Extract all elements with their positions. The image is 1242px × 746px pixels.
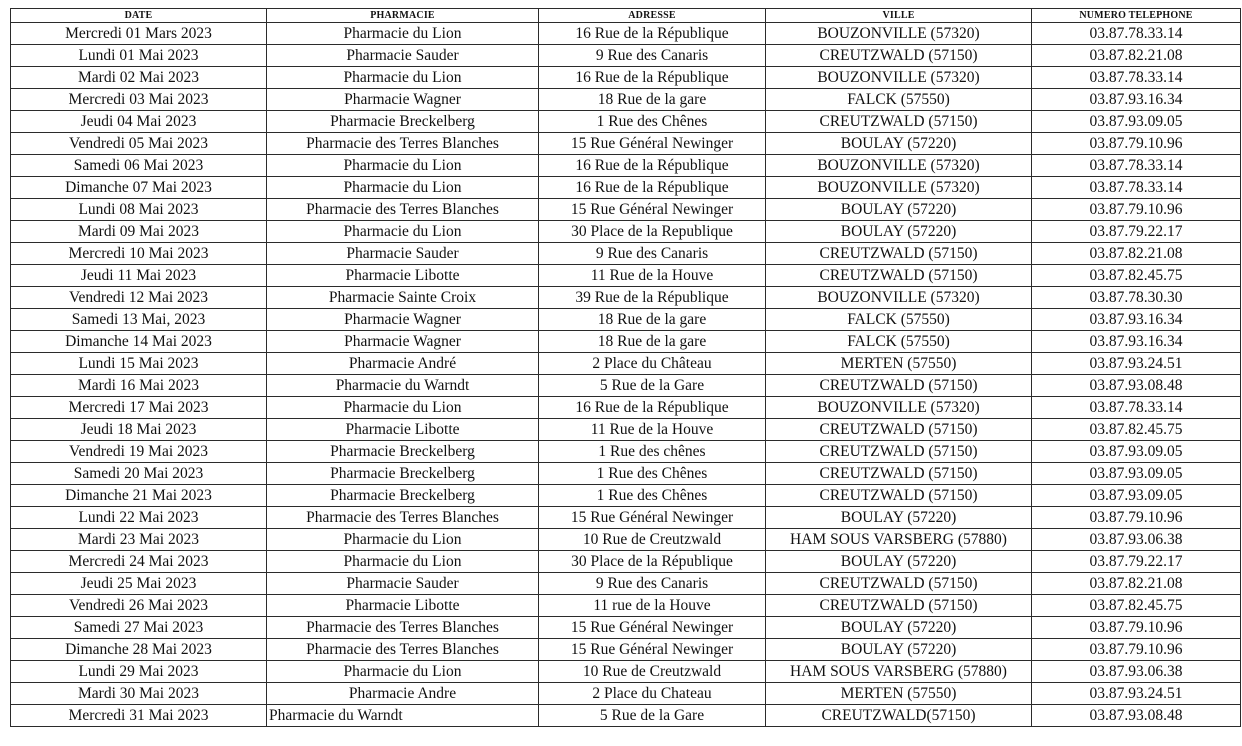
pharmacie-cell: Pharmacie des Terres Blanches [267,639,539,661]
adresse-cell: 9 Rue des Canaris [539,243,766,265]
telephone-cell: 03.87.93.09.05 [1032,463,1241,485]
adresse-cell: 2 Place du Château [539,353,766,375]
ville-cell: BOULAY (57220) [766,639,1032,661]
telephone-cell: 03.87.93.06.38 [1032,529,1241,551]
telephone-cell: 03.87.78.33.14 [1032,23,1241,45]
telephone-cell: 03.87.93.16.34 [1032,89,1241,111]
pharmacie-cell: Pharmacie Libotte [267,595,539,617]
table-row [11,661,1241,683]
date-cell: Mardi 30 Mai 2023 [11,683,267,705]
pharmacie-cell: Pharmacie du Lion [267,661,539,683]
telephone-cell: 03.87.93.06.38 [1032,661,1241,683]
telephone-cell: 03.87.82.45.75 [1032,419,1241,441]
adresse-cell: 15 Rue Général Newinger [539,617,766,639]
telephone-cell: 03.87.93.08.48 [1032,705,1241,727]
adresse-cell: 30 Place de la Republique [539,221,766,243]
pharmacie-cell: Pharmacie Andre [267,683,539,705]
table-row [11,551,1241,573]
pharmacie-cell: Pharmacie André [267,353,539,375]
adresse-cell: 15 Rue Général Newinger [539,639,766,661]
pharmacie-cell: Pharmacie Breckelberg [267,485,539,507]
table-row [11,529,1241,551]
date-cell: Mardi 16 Mai 2023 [11,375,267,397]
pharmacie-cell: Pharmacie Breckelberg [267,441,539,463]
adresse-cell: 11 Rue de la Houve [539,265,766,287]
adresse-cell: 1 Rue des Chênes [539,111,766,133]
date-cell: Lundi 08 Mai 2023 [11,199,267,221]
column-header-adresse: ADRESSE [539,9,766,23]
pharmacie-cell: Pharmacie Libotte [267,265,539,287]
telephone-cell: 03.87.82.21.08 [1032,45,1241,67]
column-header-pharmacie: PHARMACIE [267,9,539,23]
table-row [11,397,1241,419]
ville-cell: BOUZONVILLE (57320) [766,155,1032,177]
pharmacie-cell: Pharmacie du Lion [267,221,539,243]
ville-cell: BOULAY (57220) [766,133,1032,155]
date-cell: Lundi 29 Mai 2023 [11,661,267,683]
adresse-cell: 5 Rue de la Gare [539,705,766,727]
table-row [11,507,1241,529]
pharmacie-cell: Pharmacie Sauder [267,243,539,265]
table-row [11,375,1241,397]
adresse-cell: 11 Rue de la Houve [539,419,766,441]
ville-cell: CREUTZWALD (57150) [766,419,1032,441]
pharmacie-cell: Pharmacie des Terres Blanches [267,199,539,221]
date-cell: Dimanche 07 Mai 2023 [11,177,267,199]
telephone-cell: 03.87.79.22.17 [1032,551,1241,573]
ville-cell: BOULAY (57220) [766,199,1032,221]
adresse-cell: 11 rue de la Houve [539,595,766,617]
telephone-cell: 03.87.79.10.96 [1032,199,1241,221]
adresse-cell: 18 Rue de la gare [539,331,766,353]
date-cell: Mercredi 10 Mai 2023 [11,243,267,265]
adresse-cell: 9 Rue des Canaris [539,573,766,595]
pharmacie-cell: Pharmacie Wagner [267,89,539,111]
pharmacie-cell: Pharmacie Wagner [267,309,539,331]
pharmacie-cell: Pharmacie du Lion [267,397,539,419]
telephone-cell: 03.87.78.30.30 [1032,287,1241,309]
date-cell: Mardi 02 Mai 2023 [11,67,267,89]
date-cell: Mardi 23 Mai 2023 [11,529,267,551]
table-row [11,309,1241,331]
telephone-cell: 03.87.93.09.05 [1032,441,1241,463]
table-row [11,683,1241,705]
telephone-cell: 03.87.82.45.75 [1032,595,1241,617]
table-row [11,177,1241,199]
table-row [11,353,1241,375]
pharmacie-cell: Pharmacie du Lion [267,529,539,551]
adresse-cell: 5 Rue de la Gare [539,375,766,397]
ville-cell: BOUZONVILLE (57320) [766,177,1032,199]
pharmacie-cell: Pharmacie des Terres Blanches [267,133,539,155]
adresse-cell: 30 Place de la République [539,551,766,573]
telephone-cell: 03.87.79.10.96 [1032,617,1241,639]
date-cell: Mercredi 31 Mai 2023 [11,705,267,727]
ville-cell: CREUTZWALD (57150) [766,485,1032,507]
date-cell: Jeudi 04 Mai 2023 [11,111,267,133]
ville-cell: HAM SOUS VARSBERG (57880) [766,529,1032,551]
date-cell: Samedi 06 Mai 2023 [11,155,267,177]
pharmacy-roster-document [10,8,1240,727]
adresse-cell: 15 Rue Général Newinger [539,133,766,155]
ville-cell: BOUZONVILLE (57320) [766,287,1032,309]
ville-cell: CREUTZWALD (57150) [766,243,1032,265]
telephone-cell: 03.87.82.21.08 [1032,243,1241,265]
ville-cell: FALCK (57550) [766,331,1032,353]
pharmacie-cell: Pharmacie du Lion [267,23,539,45]
adresse-cell: 16 Rue de la République [539,397,766,419]
table-row [11,287,1241,309]
telephone-cell: 03.87.79.10.96 [1032,133,1241,155]
date-cell: Dimanche 14 Mai 2023 [11,331,267,353]
date-cell: Vendredi 19 Mai 2023 [11,441,267,463]
date-cell: Samedi 13 Mai, 2023 [11,309,267,331]
pharmacie-cell: Pharmacie Breckelberg [267,111,539,133]
telephone-cell: 03.87.78.33.14 [1032,397,1241,419]
adresse-cell: 15 Rue Général Newinger [539,507,766,529]
ville-cell: BOULAY (57220) [766,221,1032,243]
pharmacie-cell: Pharmacie Sauder [267,573,539,595]
pharmacie-cell: Pharmacie des Terres Blanches [267,617,539,639]
adresse-cell: 18 Rue de la gare [539,89,766,111]
ville-cell: BOUZONVILLE (57320) [766,67,1032,89]
ville-cell: BOULAY (57220) [766,617,1032,639]
telephone-cell: 03.87.93.08.48 [1032,375,1241,397]
table-row [11,155,1241,177]
pharmacie-cell: Pharmacie Sauder [267,45,539,67]
date-cell: Jeudi 25 Mai 2023 [11,573,267,595]
pharmacie-cell: Pharmacie des Terres Blanches [267,507,539,529]
adresse-cell: 16 Rue de la République [539,23,766,45]
table-row [11,89,1241,111]
date-cell: Vendredi 05 Mai 2023 [11,133,267,155]
table-row [11,45,1241,67]
telephone-cell: 03.87.93.24.51 [1032,353,1241,375]
ville-cell: FALCK (57550) [766,89,1032,111]
telephone-cell: 03.87.93.16.34 [1032,309,1241,331]
pharmacie-cell: Pharmacie du Lion [267,67,539,89]
ville-cell: CREUTZWALD (57150) [766,45,1032,67]
telephone-cell: 03.87.78.33.14 [1032,177,1241,199]
table-row [11,419,1241,441]
table-row [11,705,1241,727]
table-row [11,573,1241,595]
ville-cell: BOULAY (57220) [766,551,1032,573]
telephone-cell: 03.87.78.33.14 [1032,155,1241,177]
adresse-cell: 16 Rue de la République [539,67,766,89]
pharmacie-cell: Pharmacie Breckelberg [267,463,539,485]
column-header-ville: VILLE [766,9,1032,23]
table-row [11,265,1241,287]
date-cell: Mercredi 24 Mai 2023 [11,551,267,573]
table-header-row [11,9,1241,23]
ville-cell: FALCK (57550) [766,309,1032,331]
ville-cell: CREUTZWALD (57150) [766,441,1032,463]
table-row [11,221,1241,243]
date-cell: Mercredi 03 Mai 2023 [11,89,267,111]
adresse-cell: 39 Rue de la République [539,287,766,309]
telephone-cell: 03.87.93.24.51 [1032,683,1241,705]
adresse-cell: 2 Place du Chateau [539,683,766,705]
table-row [11,617,1241,639]
pharmacie-cell: Pharmacie du Warndt [267,375,539,397]
table-row [11,441,1241,463]
pharmacie-cell: Pharmacie du Lion [267,551,539,573]
table-row [11,23,1241,45]
date-cell: Mercredi 17 Mai 2023 [11,397,267,419]
telephone-cell: 03.87.79.10.96 [1032,507,1241,529]
adresse-cell: 10 Rue de Creutzwald [539,661,766,683]
adresse-cell: 16 Rue de la République [539,177,766,199]
column-header-telephone: NUMERO TELEPHONE [1032,9,1241,23]
ville-cell: CREUTZWALD (57150) [766,265,1032,287]
date-cell: Samedi 27 Mai 2023 [11,617,267,639]
table-row [11,111,1241,133]
ville-cell: CREUTZWALD (57150) [766,573,1032,595]
ville-cell: CREUTZWALD (57150) [766,111,1032,133]
pharmacie-cell: Pharmacie du Warndt [267,705,539,727]
ville-cell: MERTEN (57550) [766,683,1032,705]
telephone-cell: 03.87.82.21.08 [1032,573,1241,595]
ville-cell: MERTEN (57550) [766,353,1032,375]
telephone-cell: 03.87.82.45.75 [1032,265,1241,287]
adresse-cell: 15 Rue Général Newinger [539,199,766,221]
date-cell: Mercredi 01 Mars 2023 [11,23,267,45]
date-cell: Dimanche 28 Mai 2023 [11,639,267,661]
table-row [11,463,1241,485]
table-row [11,331,1241,353]
ville-cell: BOULAY (57220) [766,507,1032,529]
telephone-cell: 03.87.79.22.17 [1032,221,1241,243]
pharmacy-duty-table [10,8,1241,727]
ville-cell: CREUTZWALD (57150) [766,463,1032,485]
adresse-cell: 18 Rue de la gare [539,309,766,331]
date-cell: Samedi 20 Mai 2023 [11,463,267,485]
date-cell: Vendredi 12 Mai 2023 [11,287,267,309]
table-body [11,23,1241,727]
adresse-cell: 1 Rue des Chênes [539,463,766,485]
pharmacie-cell: Pharmacie du Lion [267,155,539,177]
adresse-cell: 1 Rue des Chênes [539,485,766,507]
telephone-cell: 03.87.78.33.14 [1032,67,1241,89]
pharmacie-cell: Pharmacie du Lion [267,177,539,199]
telephone-cell: 03.87.93.16.34 [1032,331,1241,353]
column-header-date: DATE [11,9,267,23]
adresse-cell: 16 Rue de la République [539,155,766,177]
table-row [11,595,1241,617]
pharmacie-cell: Pharmacie Libotte [267,419,539,441]
table-row [11,485,1241,507]
date-cell: Dimanche 21 Mai 2023 [11,485,267,507]
pharmacie-cell: Pharmacie Wagner [267,331,539,353]
adresse-cell: 1 Rue des chênes [539,441,766,463]
table-row [11,243,1241,265]
date-cell: Vendredi 26 Mai 2023 [11,595,267,617]
telephone-cell: 03.87.93.09.05 [1032,111,1241,133]
ville-cell: BOUZONVILLE (57320) [766,397,1032,419]
ville-cell: CREUTZWALD(57150) [766,705,1032,727]
ville-cell: BOUZONVILLE (57320) [766,23,1032,45]
ville-cell: CREUTZWALD (57150) [766,375,1032,397]
ville-cell: CREUTZWALD (57150) [766,595,1032,617]
date-cell: Lundi 22 Mai 2023 [11,507,267,529]
pharmacie-cell: Pharmacie Sainte Croix [267,287,539,309]
table-row [11,199,1241,221]
table-row [11,67,1241,89]
telephone-cell: 03.87.79.10.96 [1032,639,1241,661]
table-row [11,639,1241,661]
date-cell: Jeudi 18 Mai 2023 [11,419,267,441]
date-cell: Jeudi 11 Mai 2023 [11,265,267,287]
telephone-cell: 03.87.93.09.05 [1032,485,1241,507]
adresse-cell: 10 Rue de Creutzwald [539,529,766,551]
ville-cell: HAM SOUS VARSBERG (57880) [766,661,1032,683]
table-row [11,133,1241,155]
date-cell: Mardi 09 Mai 2023 [11,221,267,243]
date-cell: Lundi 15 Mai 2023 [11,353,267,375]
date-cell: Lundi 01 Mai 2023 [11,45,267,67]
adresse-cell: 9 Rue des Canaris [539,45,766,67]
